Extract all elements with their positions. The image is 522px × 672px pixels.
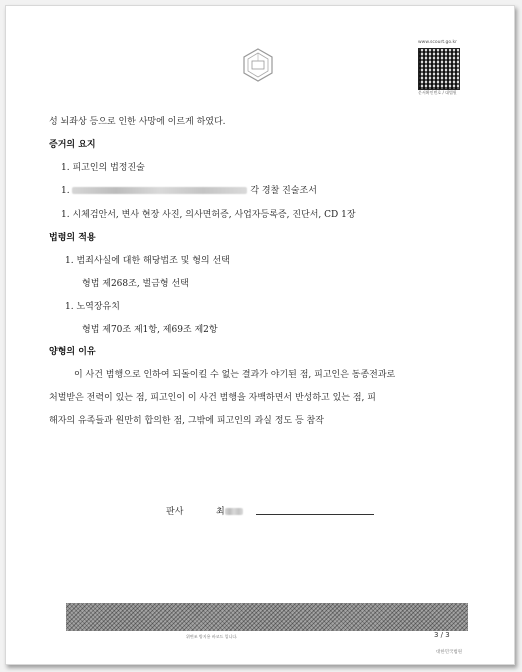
sentencing-line-1: 이 사건 범행으로 인하여 되돌이킬 수 없는 결과가 야기된 점, 피고인은 동종전과로: [74, 370, 396, 380]
sentencing-heading: 양형의 이유: [49, 347, 96, 357]
redacted-names: [72, 187, 247, 194]
court-mark: 대한민국법원: [436, 650, 463, 655]
signature-line: [256, 514, 374, 515]
law-item-1-title: 1. 범죄사실에 대한 해당법조 및 형의 선택: [65, 256, 230, 266]
judge-name: 최: [216, 507, 225, 517]
law-item-2-detail: 형법 제70조 제1항, 제69조 제2항: [82, 325, 218, 335]
law-item-2-title: 1. 노역장유치: [65, 302, 120, 312]
security-barcode: [66, 603, 468, 631]
evidence-heading: 증거의 요지: [49, 140, 96, 150]
qr-url: www.scourt.go.kr: [418, 40, 457, 45]
law-heading: 법령의 적용: [49, 233, 96, 243]
court-seal-icon: [241, 48, 275, 82]
evidence-item-2: [61, 183, 317, 196]
qr-caption: 문서확인번호 / 대법원: [418, 90, 457, 95]
judge-signature: [216, 504, 243, 517]
barcode-caption: 위변조 방지용 바코드 입니다.: [186, 634, 238, 639]
document-page: [5, 5, 515, 665]
page-number: 3 / 3: [434, 631, 450, 639]
evidence-item-3: 1. 시체검안서, 변사 현장 사진, 의사면허증, 사업자등록증, 진단서, CD 1장: [61, 210, 356, 220]
evidence-item-2-prefix: 1.: [61, 186, 73, 196]
law-item-1-detail: 형법 제268조, 벌금형 선택: [82, 279, 189, 289]
judge-label: 판사: [166, 507, 184, 517]
evidence-item-1: 1. 피고인의 법정진술: [61, 163, 145, 173]
sentencing-line-3: 해자의 유족들과 원만히 합의한 점, 그밖에 피고인의 과실 정도 등 참작: [49, 416, 324, 426]
qr-code-icon: [418, 48, 460, 90]
evidence-item-2-suffix: 각 경찰 진술조서: [247, 186, 317, 196]
intro-line: 성 뇌좌상 등으로 인한 사망에 이르게 하였다.: [49, 117, 226, 127]
redacted-judge-name: [225, 508, 243, 515]
sentencing-line-2: 처벌받은 전력이 있는 점, 피고인이 이 사건 범행을 자백하면서 반성하고 있는 점, 피: [49, 393, 376, 403]
